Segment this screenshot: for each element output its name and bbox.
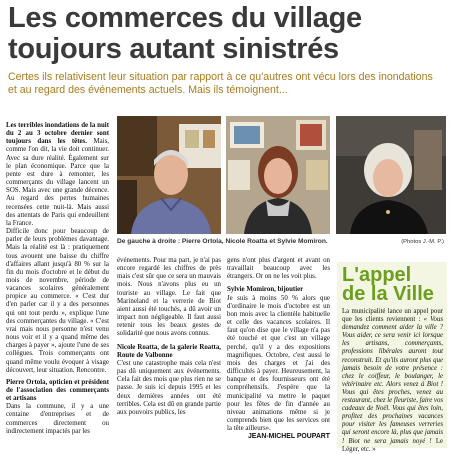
paragraph: C'est une catastrophe mais cela n'est pas dû uniquement aux événements. Cela fait des mois que plus rien ne se passe. Je suis ici depuis 1995 et les deux dernières années ont été terribles. Cela est dû en grande partie aux pouvoirs publics, les bbox=[117, 359, 221, 416]
subheading-nicole-roatta: Nicole Roatta, de la galerie Roatta, Route de Valbonne bbox=[117, 343, 221, 359]
lead-paragraph: Les terribles inondations de la nuit du 2 au 3 octobre dernier sont toujours dans les têtes. bbox=[6, 122, 109, 146]
sidebar-box bbox=[337, 262, 447, 453]
photo-caption bbox=[117, 236, 446, 248]
author-signature: JEAN-MICHEL POUPART bbox=[247, 433, 330, 441]
sidebar-title-line2: de la Ville bbox=[342, 283, 434, 305]
paragraph: Difficile donc pour beaucoup de parler de leurs problèmes davantage. Mais la réalité est là : pratiquement tous avouent une baisse du chiffre d'affaires allant jusqu'à 80 % sur la fin du mois d'octobre et le début du mois de novembre, période de vacances scolaires généralement propice au commerce. « C'est dur d'en parler car il y a des personnes qui ont tout perdu », explique l'une des commerçantes du village. « C'est vrai mais nous personne n'est venu nous voir et il y a quand même des charges à payer », ajoute l'une de ses collègues. Trois commerçants ont quand même voulu évoquer à visage découvert, leur situation. Rencontre. bbox=[6, 228, 109, 374]
paragraph: Mais, comme l'on dit, la vie doit continuer. Avec sa dure réalité. Également sur le plan économique. Parce que la pente est dure à remonter, les commerçants du village lancent un SOS. Mais avec une grande décence. Au regard des pertes humaines recensées cette nuit-là. Mais aussi des attentats de Paris qui endeuillent la France. bbox=[6, 138, 109, 227]
caption-text: De gauche à droite : Pierre Ortola, Nicole Roatta et Sylvie Momiron. bbox=[117, 238, 328, 245]
paragraph: événements. Pour ma part, je n'ai pas encore regardé les chiffres de près mais c'est sûr que ce sera un mauvais mois. Nous n'avons plus eu un touriste au village. Le fait que Marineland et la verrerie de Biot aient aussi été touchés, a dû avoir un impact non négligeable. Il faut aussi retenir tous les beaux gestes de solidarité que nous avons connus. bbox=[117, 257, 221, 338]
paragraph: gens n'ont plus d'argent et avant on travaillait beaucoup avec les étrangers. Or on ne les voit plus. bbox=[227, 257, 330, 281]
article-column-2 bbox=[117, 257, 221, 448]
photo-credit: (Photos J.-M. P.) bbox=[401, 239, 444, 245]
article-dek: Certes ils relativisent leur situation par rapport à ce qu'autres ont vécu lors des inondations et au regard des événements actuels. Mais ils témoignent... bbox=[8, 71, 433, 96]
photo-pierre-ortola bbox=[117, 116, 221, 234]
sidebar-quote-end: Le Léger, etc. » bbox=[342, 437, 443, 453]
photo-sylvie-momiron bbox=[336, 116, 446, 234]
photo-strip bbox=[117, 116, 446, 249]
subheading-pierre-ortola: Pierre Ortola, opticien et président de l'association des commerçants et artisans bbox=[6, 378, 109, 403]
article-column-1 bbox=[6, 122, 109, 448]
photo-nicole-roatta bbox=[226, 116, 330, 234]
sidebar-title bbox=[337, 262, 447, 304]
sidebar-quote: « Vous demandez comment aider la ville ? Vous aider, ce sera venir ici lorsque les artisans, commerçants, professions libérales auront tout reconstruit. Et qu'ils auront plus que jamais besoin de votre présence : chez le coiffeur, le boulanger, le vétérinaire etc. Alors venez à Biot ! Vous qui êtes proches, venez au restaurant, chez le fleuriste, faire vos cadeaux de Noël. Vous qui êtes loin, profitez des prochaines vacances pour visiter les fameuses verreries qui seront encore là, plus que jamais ! Biot ne sera jamais noyé ! bbox=[342, 316, 443, 445]
article-column-3 bbox=[227, 257, 330, 448]
paragraph: Je suis à moins 50 % alors que d'ordinaire le mois d'octobre est un bon mois avec la clientèle habituelle et celle des vacances scolaires. Il faut qu'on dise que le village n'a pas été touché et que c'est un village perché, qu'il y a des expositions magnifiques. Octobre, c'est aussi le mois des charges et j'ai des difficultés à payer. Heureusement, la banque et des fournisseurs ont été compréhensifs. J'espère que la municipalité va mettre le paquet pour les fêtes de fin d'année au niveau animations même si je comprends bien que les services ont la tête ailleurs». bbox=[227, 294, 330, 433]
sidebar-intro: La municipalité lance un appel pour que les clients reviennent : bbox=[342, 308, 443, 324]
sidebar-text bbox=[342, 308, 443, 454]
sidebar-title-line1: L'appel bbox=[342, 264, 412, 286]
headline: Les commerces du village toujours autant sinistrés bbox=[8, 2, 362, 65]
paragraph: Dans la commune, il y a une centaine d'entreprises et de commerces directement ou indirectement impactés par les bbox=[6, 403, 109, 435]
subheading-sylvie-momiron: Sylvie Momiron, bijoutier bbox=[227, 286, 304, 294]
